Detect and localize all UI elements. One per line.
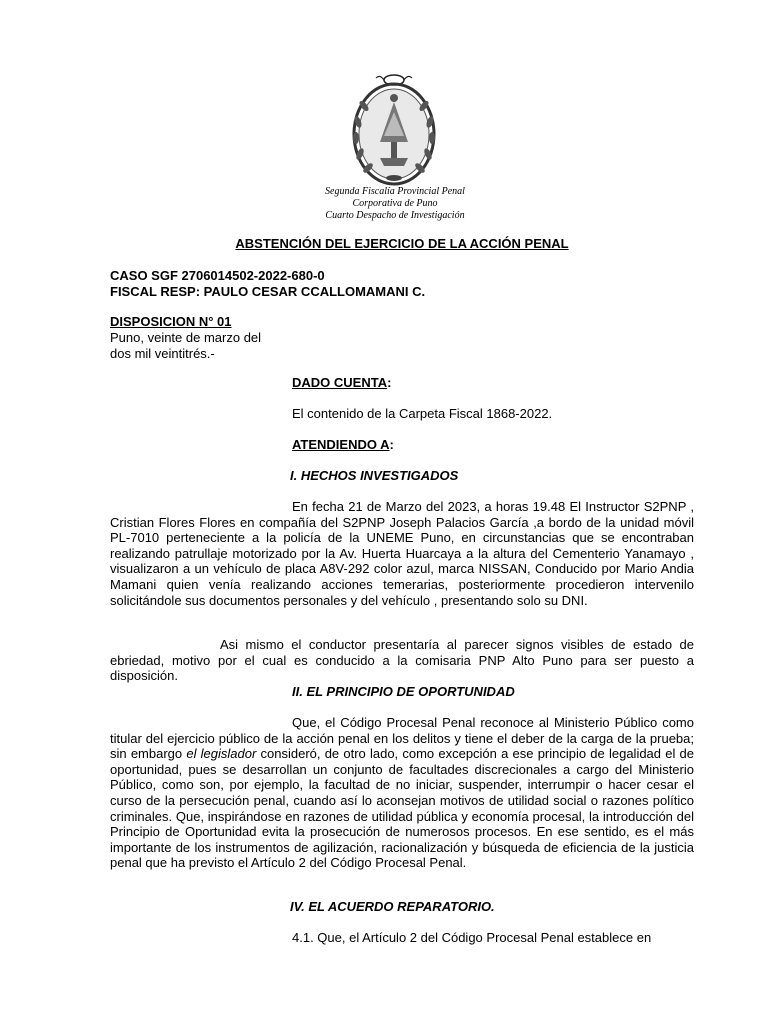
header-line-3: Cuarto Despacho de Investigación: [325, 210, 465, 221]
header-line-2: Corporativa de Puno: [352, 198, 438, 209]
section-1-paragraph-2: Asi mismo el conductor presentaría al parecer signos visibles de estado de ebriedad, motivo por el cual es conducido a la comisaria PNP Alto Puno para ser puesto a disposición.: [110, 637, 694, 684]
section-4-paragraph-1: 4.1. Que, el Artículo 2 del Código Procesal Penal establece en: [292, 930, 652, 945]
emphasis-legislador: el legislador: [186, 746, 257, 762]
section-2-heading: II. EL PRINCIPIO DE OPORTUNIDAD: [292, 684, 515, 699]
responsible-prosecutor: FISCAL RESP: PAULO CESAR CCALLOMAMANI C.: [110, 284, 426, 299]
disposition-date-line-1: Puno, veinte de marzo del: [110, 330, 262, 345]
disposition-date-line-2: dos mil veintitrés.-: [110, 346, 215, 361]
dado-cuenta-heading: DADO CUENTA:: [292, 375, 392, 390]
disposition-number: DISPOSICION N° 01: [110, 314, 232, 329]
document-title: ABSTENCIÓN DEL EJERCICIO DE LA ACCIÓN PENAL: [235, 236, 569, 251]
section-2-paragraph-1: Que, el Código Procesal Penal reconoce al Ministerio Público como titular del ejercicio público de la acción penal en los delitos y tiene el deber de la carga de la prueba; sin embargo el legislador consideró, de otro lado, como excepción a ese principio de legalidad el de oportunidad, pues se desarrollan un conjunto de facultades discrecionales a cargo del Ministerio Público, como son, por ejemplo, la facultad de no iniciar, suspender, interrumpir o hacer cesar el curso de la persecución penal, cuando así lo aconsejan motivos de utilidad social o razones político criminales. Que, inspirándose en razones de utilidad pública y economía procesal, la introducción del Principio de Oportunidad evita la prosecución de numerosos procesos. En ese sentido, es el más importante de los instrumentos de agilización, racionalización y búsqueda de eficiencia de la justicia penal que ha previsto el Artículo 2 del Código Procesal Penal.: [110, 715, 695, 871]
section-1-paragraph-1: En fecha 21 de Marzo del 2023, a horas 19.48 El Instructor S2PNP , Cristian Flores Flores en compañía del S2PNP Joseph Palacios García ,a bordo de la unidad móvil PL-7010 perteneciente a la policía de la UNEME Puno, en circunstancias que se encontraban realizando patrullaje motorizado por la Av. Huerta Huarcaya a la altura del Cementerio Yanamayo , visualizaron a un vehículo de placa A8V-292 color azul, marca NISSAN, Conducido por Mario Andia Mamani quien venía realizando acciones temerarias, posteriormente procedieron intervenilo solicitándole sus documentos personales y del vehículo , presentando solo su DNI.: [110, 499, 694, 608]
dado-cuenta-text: El contenido de la Carpeta Fiscal 1868-2022.: [292, 406, 553, 421]
section-4-heading: IV. EL ACUERDO REPARATORIO.: [290, 899, 495, 914]
institution-header: [250, 186, 540, 222]
case-number: CASO SGF 2706014502-2022-680-0: [110, 268, 325, 283]
prosecutor-seal-emblem: [350, 72, 438, 188]
section-1-heading: I. HECHOS INVESTIGADOS: [290, 468, 459, 483]
header-line-1: Segunda Fiscalía Provincial Penal: [325, 186, 465, 197]
atendiendo-heading: ATENDIENDO A:: [292, 437, 394, 452]
